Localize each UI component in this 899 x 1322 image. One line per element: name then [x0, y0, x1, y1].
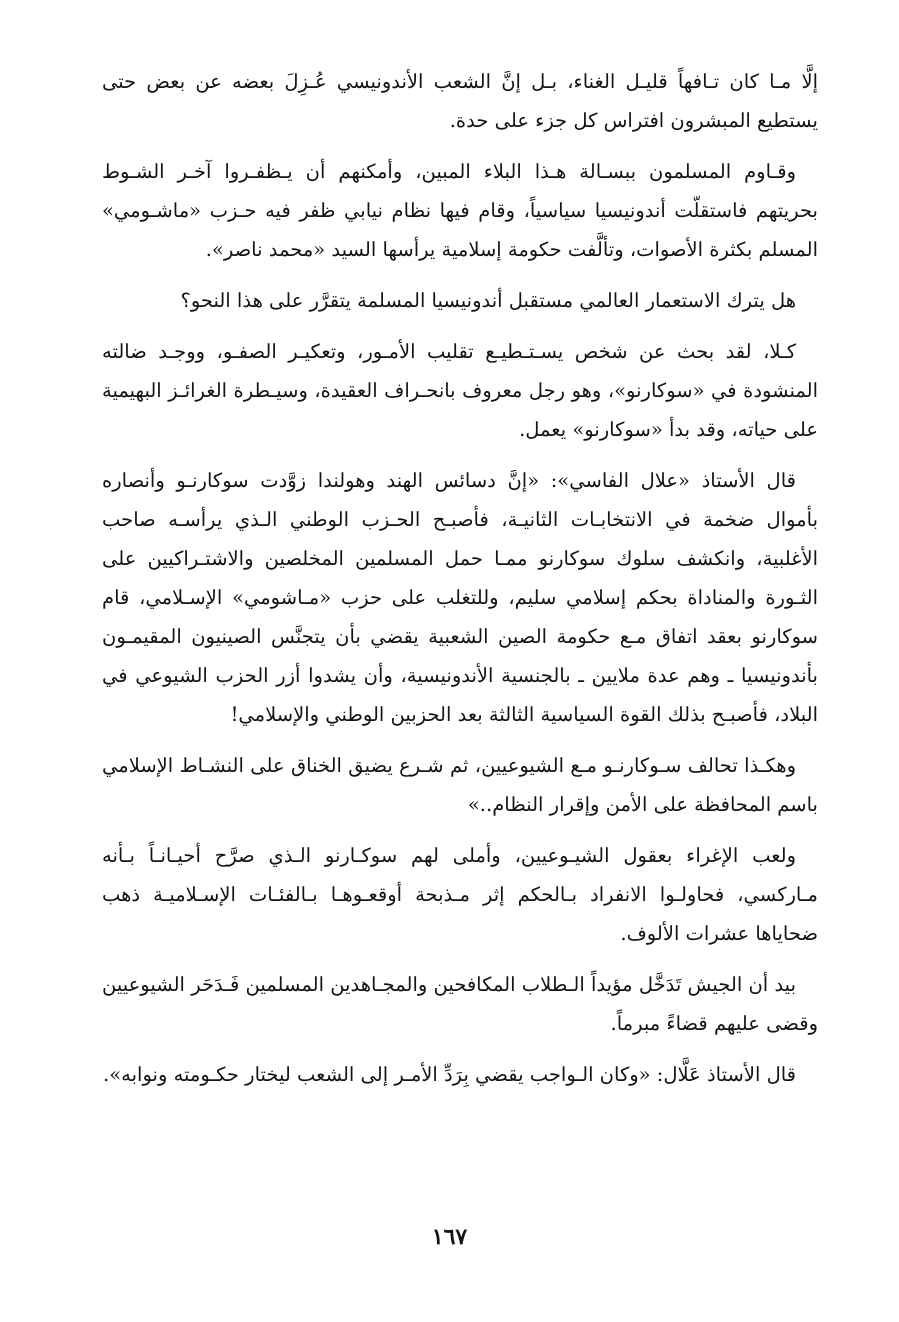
paragraph-2: وقـاوم المسلمون ببسـالة هـذا البلاء المبين، وأمكنهم أن يـظفـروا آخـر الشـوط بحريتهم فاستقلّت أندونيسيا سياسياً، وقام فيها نظام نيابي ظفر فيه حـزب «ماشـومي» المسلم بكثرة الأصوات، وتألَّفت حكومة إسلامية يرأسها السيد «محمد ناصر».	[102, 160, 818, 261]
paragraph-5: قال الأستاذ «علال الفاسي»: «إنَّ دسائس الهند وهولندا زوَّدت سوكارنـو وأنصاره بأموال ضخمة في الانتخابـات الثانيـة، فأصبـح الحـزب الوطني الـذي يرأسـه صاحب الأغلبية، وانكشف سلوك سوكارنو ممـا حمل المسلمين المخلصين والاشتـراكيين على الثـورة والمناداة بحكم إسلامي سليم، وللتغلب على حزب «مـاشومي» الإسـلامي، قام سوكارنو بعقد اتفاق مـع حكومة الصين الشعبية يقضي بأن يتجنَّس الصينيون المقيمـون بأندونيسيا ـ وهم عدة ملايين ـ بالجنسية الأندونيسية، وأن يشدوا أزر الحزب الشيوعي في البلاد، فأصبـح بذلك القوة السياسية الثالثة بعد الحزبين الوطني والإسلامي!	[102, 469, 818, 726]
page-number: ١٦٧	[431, 1224, 468, 1250]
paragraph-6: وهكـذا تحالف سـوكارنـو مـع الشيوعيين، ثم شـرع يضيق الخناق على النشـاط الإسلامي باسم المحافظة على الأمن وإقرار النظام..»	[102, 754, 818, 816]
body-text	[102, 62, 818, 1106]
paragraph-4: كـلا، لقد بحث عن شخص يسـتـطيـع تقليب الأمـور، وتعكيـر الصفـو، ووجـد ضالته المنشودة في «سوكارنو»، وهو رجل معروف بانحـراف العقيدة، وسيـطرة الغرائـز البهيمية على حياته، وقد بدأ «سوكارنو» يعمل.	[102, 340, 818, 441]
paragraph-7: ولعب الإغراء بعقول الشيـوعيين، وأملى لهم سوكـارنو الـذي صرَّح أحيـانـاً بـأنه مـاركسي، فحاولـوا الانفراد بـالحكم إثر مـذبحة أوقعـوهـا بـالفئـات الإسـلاميـة ذهب ضحاياها عشرات الألوف.	[102, 844, 818, 945]
paragraph-3: هل يترك الاستعمار العالمي مستقبل أندونيسيا المسلمة يتقرَّر على هذا النحو؟	[180, 289, 796, 312]
paragraph-1: إلَّا مـا كان تـافهاً قليـل الغناء، بـل إنَّ الشعب الأندونيسي عُـزِلَ بعضه عن بعض حتى يستطيع المبشرون افتراس كل جزء على حدة.	[102, 70, 818, 132]
paragraph-9: قال الأستاذ عَلَّال: «وكان الـواجب يقضي بِرَدِّ الأمـر إلى الشعب ليختار حكـومته ونوابه».	[103, 1063, 796, 1086]
paragraph-8: بيد أن الجيش تَدَخَّل مؤيداً الـطلاب المكافحين والمجـاهدين المسلمين فَـدَحَر الشيوعيين وقضى عليهم قضاءً مبرماً.	[102, 973, 818, 1035]
